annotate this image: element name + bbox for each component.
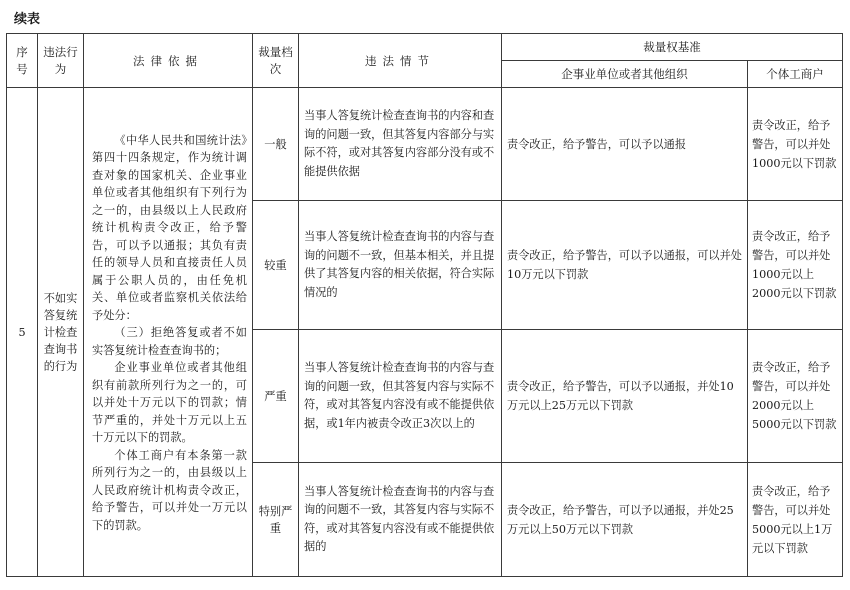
situation-cell: 当事人答复统计检查查询书的内容与查询的问题不一致，其答复内容与实际不符，或对其答复内容没有或不能提供依据的: [299, 463, 502, 577]
legal-basis-paragraph: 个体工商户有本条第一款所列行为之一的，由县级以上人民政府统计机构责令改正，给予警告，可以并处一万元以下的罚款。: [92, 448, 247, 532]
header-legal-basis: 法律依据: [84, 34, 253, 88]
header-situation: 违法情节: [299, 34, 502, 88]
individual-standard-cell: 责令改正，给予警告，可以并处2000元以上5000元以下罚款: [748, 330, 843, 463]
org-standard-cell: 责令改正，给予警告，可以予以通报，并处25万元以上50万元以下罚款: [502, 463, 748, 577]
situation-cell: 当事人答复统计检查查询书的内容与查询的问题不一致，但基本相关，并且提供了其答复内容的相关依据，符合实际情况的: [299, 201, 502, 330]
individual-standard-cell: 责令改正，给予警告，可以并处1000元以下罚款: [748, 88, 843, 201]
table-row: [7, 88, 843, 201]
header-seq: 序号: [7, 34, 38, 88]
individual-standard-cell: 责令改正，给予警告，可以并处1000元以上2000元以下罚款: [748, 201, 843, 330]
penalty-discretion-table: [6, 33, 843, 577]
individual-standard-cell: 责令改正，给予警告，可以并处5000元以上1万元以下罚款: [748, 463, 843, 577]
situation-cell: 当事人答复统计检查查询书的内容与查询的问题一致，但其答复内容与实际不符，或对其答复内容没有或不能提供依据，或1年内被责令改正3次以上的: [299, 330, 502, 463]
header-behavior: 违法行为: [38, 34, 84, 88]
header-org: 企事业单位或者其他组织: [502, 61, 748, 88]
legal-basis-text: [84, 88, 253, 577]
row-seq: 5: [7, 88, 38, 577]
level-cell: 一般: [253, 88, 299, 201]
header-level: 裁量档次: [253, 34, 299, 88]
org-standard-cell: 责令改正，给予警告，可以予以通报，并处10万元以上25万元以下罚款: [502, 330, 748, 463]
org-standard-cell: 责令改正，给予警告，可以予以通报: [502, 88, 748, 201]
header-standard: 裁量权基准: [502, 34, 843, 61]
row-behavior: 不如实答复统计检查查询书的行为: [38, 88, 84, 577]
level-cell: 特别严重: [253, 463, 299, 577]
level-cell: 严重: [253, 330, 299, 463]
continued-table-label: 续表: [14, 12, 41, 27]
situation-cell: 当事人答复统计检查查询书的内容和查询的问题一致，但其答复内容部分与实际不符，或对其答复内容部分没有或不能提供依据: [299, 88, 502, 201]
org-standard-cell: 责令改正，给予警告，可以予以通报，可以并处10万元以下罚款: [502, 201, 748, 330]
legal-basis-paragraph: （三）拒绝答复或者不如实答复统计检查查询书的；: [92, 326, 247, 357]
legal-basis-paragraph: 《中华人民共和国统计法》第四十四条规定，作为统计调查对象的国家机关、企业事业单位或者其他组织有下列行为之一的，由县级以上人民政府统计机构责令改正，给予警告，可以予以通报；其负有责任的领导人员和直接责任人员属于公职人员的，由任免机关、单位或者监察机关依法给予处分：: [92, 133, 247, 322]
legal-basis-paragraph: 企业事业单位或者其他组织有前款所列行为之一的，可以并处十万元以下的罚款；情节严重的，并处十万元以上五十万元以下的罚款。: [92, 361, 247, 445]
header-individual: 个体工商户: [748, 61, 843, 88]
level-cell: 较重: [253, 201, 299, 330]
